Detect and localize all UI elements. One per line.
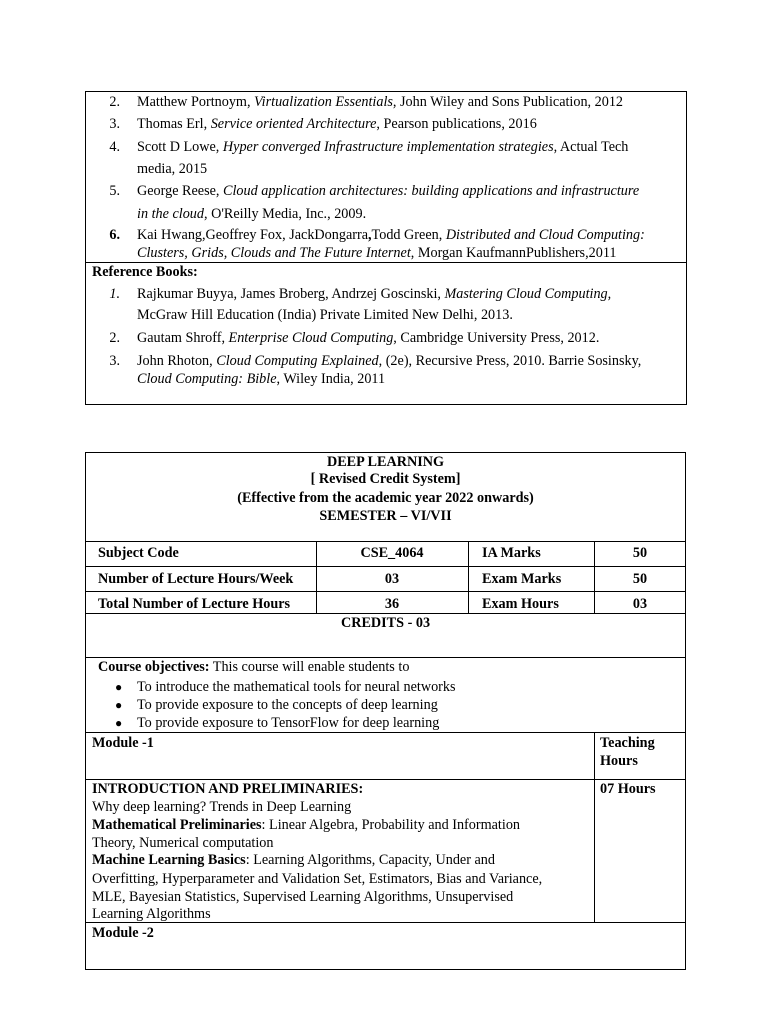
item-text-cont: Clusters, Grids, Clouds and The Future Internet, Morgan KaufmannPublishers,2011 bbox=[137, 245, 617, 261]
course-subtitle: [ Revised Credit System] bbox=[310, 471, 461, 487]
item-text-cont: in the cloud, O'Reilly Media, Inc., 2009. bbox=[137, 206, 367, 222]
module-text: Learning Algorithms bbox=[92, 906, 211, 922]
item-number: 3. bbox=[109, 353, 120, 369]
course-title: DEEP LEARNING bbox=[326, 454, 445, 470]
module-text: Machine Learning Basics: Learning Algorithms, Capacity, Under and bbox=[92, 852, 495, 868]
grid-line bbox=[85, 613, 686, 614]
grid-line bbox=[85, 541, 686, 542]
objectives-intro: Course objectives: This course will enable students to bbox=[98, 659, 410, 675]
row-value: CSE_4064 bbox=[360, 545, 424, 561]
item-number: 5. bbox=[109, 183, 120, 199]
item-text-cont: media, 2015 bbox=[137, 161, 208, 177]
row-value: 03 bbox=[384, 571, 400, 587]
bullet-icon: ● bbox=[115, 716, 123, 730]
row-label: Total Number of Lecture Hours bbox=[98, 596, 291, 612]
row-label: Number of Lecture Hours/Week bbox=[98, 571, 294, 587]
row-label-2: Exam Hours bbox=[482, 596, 559, 612]
objective-item: To provide exposure to the concepts of deep learning bbox=[137, 697, 438, 713]
item-text-cont: McGraw Hill Education (India) Private Limited New Delhi, 2013. bbox=[137, 307, 513, 323]
row-label-2: IA Marks bbox=[482, 545, 541, 561]
item-text: John Rhoton, Cloud Computing Explained, (2e), Recursive Press, 2010. Barrie Sosinsky, bbox=[137, 353, 642, 369]
bullet-icon: ● bbox=[115, 680, 123, 694]
item-number: 2. bbox=[109, 330, 120, 346]
bullet-icon: ● bbox=[115, 698, 123, 712]
grid-line bbox=[468, 541, 469, 613]
row-value-2: 03 bbox=[632, 596, 648, 612]
grid-line bbox=[85, 922, 686, 923]
grid-line bbox=[594, 732, 595, 922]
reference-books-divider bbox=[85, 262, 687, 263]
row-value: 36 bbox=[384, 596, 400, 612]
module-1-hours: 07 Hours bbox=[600, 781, 656, 797]
row-label: Subject Code bbox=[98, 545, 179, 561]
item-text: Rajkumar Buyya, James Broberg, Andrzej Goscinski, Mastering Cloud Computing, bbox=[137, 286, 612, 302]
grid-line bbox=[85, 657, 686, 658]
credits-label: CREDITS - 03 bbox=[340, 615, 431, 631]
grid-line bbox=[85, 566, 686, 567]
grid-line bbox=[85, 732, 686, 733]
row-value-2: 50 bbox=[632, 545, 648, 561]
module-text: MLE, Bayesian Statistics, Supervised Learning Algorithms, Unsupervised bbox=[92, 889, 514, 905]
teaching-hours-header: Teaching bbox=[600, 735, 655, 751]
item-text: George Reese, Cloud application architectures: building applications and infrastructure bbox=[137, 183, 640, 199]
course-semester: SEMESTER – VI/VII bbox=[319, 508, 452, 524]
module-text: Mathematical Preliminaries: Linear Algebra, Probability and Information bbox=[92, 817, 521, 833]
item-text: Thomas Erl, Service oriented Architecture, Pearson publications, 2016 bbox=[137, 116, 537, 132]
module-text: Overfitting, Hyperparameter and Validation Set, Estimators, Bias and Variance, bbox=[92, 871, 543, 887]
grid-line bbox=[85, 779, 686, 780]
module-2-label: Module -2 bbox=[92, 925, 154, 941]
teaching-hours-header-2: Hours bbox=[600, 753, 638, 769]
item-number: 1. bbox=[109, 286, 120, 302]
row-label-2: Exam Marks bbox=[482, 571, 562, 587]
item-text: Gautam Shroff, Enterprise Cloud Computing, Cambridge University Press, 2012. bbox=[137, 330, 600, 346]
item-number: 6. bbox=[109, 227, 120, 243]
module-1-label: Module -1 bbox=[92, 735, 154, 751]
row-value-2: 50 bbox=[632, 571, 648, 587]
grid-line bbox=[85, 591, 686, 592]
item-text: Scott D Lowe, Hyper converged Infrastructure implementation strategies, Actual Tech bbox=[137, 139, 629, 155]
item-number: 2. bbox=[109, 94, 120, 110]
item-text-cont: Cloud Computing: Bible, Wiley India, 2011 bbox=[137, 371, 386, 387]
module-heading: INTRODUCTION AND PRELIMINARIES: bbox=[92, 781, 364, 797]
objective-item: To introduce the mathematical tools for neural networks bbox=[137, 679, 456, 695]
reference-books-heading: Reference Books: bbox=[92, 264, 198, 280]
module-text: Why deep learning? Trends in Deep Learning bbox=[92, 799, 352, 815]
course-effective: (Effective from the academic year 2022 onwards) bbox=[237, 490, 534, 506]
module-text: Theory, Numerical computation bbox=[92, 835, 274, 851]
item-text: Kai Hwang,Geoffrey Fox, JackDongarra,Todd Green, Distributed and Cloud Computing: bbox=[137, 227, 645, 243]
item-number: 4. bbox=[109, 139, 120, 155]
objective-item: To provide exposure to TensorFlow for deep learning bbox=[137, 715, 440, 731]
item-number: 3. bbox=[109, 116, 120, 132]
item-text: Matthew Portnoym, Virtualization Essentials, John Wiley and Sons Publication, 2012 bbox=[137, 94, 624, 110]
